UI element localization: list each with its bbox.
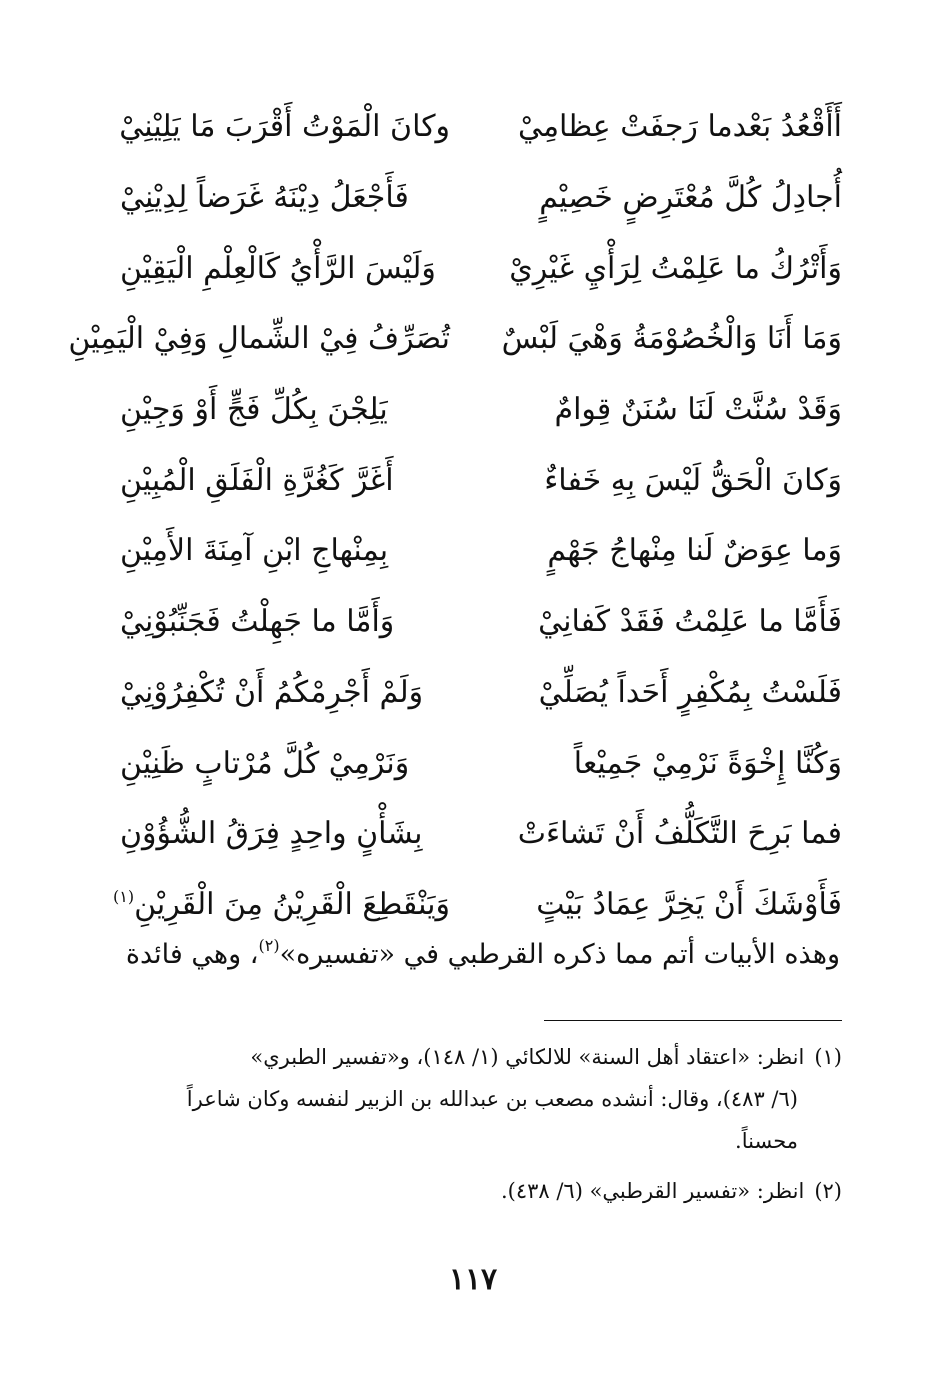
footnote-line: (٦/ ٤٨٣)، وقال: أنشده مصعب بن عبدالله بن الزبير لنفسه وكان شاعراً (186, 1087, 798, 1111)
verse-second-hemistich: بِشَأْنٍ واحِدٍ فِرَقُ الشُّؤُوْنِ (120, 816, 423, 852)
verse-first-hemistich: فما بَرِحَ التَّكَلُّفُ أَنْ تَشاءَتْ (517, 816, 842, 852)
poem-verse (120, 375, 842, 446)
footnote-reference[interactable]: (١) (112, 887, 135, 907)
poem-verse (120, 163, 842, 234)
paragraph-text-continued: ، وهي فائدة (125, 939, 259, 970)
paragraph-text: وهذه الأبيات أتم مما ذكره القرطبي في «تفسيره» (279, 939, 840, 970)
verse-first-hemistich: وَكانَ الْحَقُّ لَيْسَ بِهِ خَفاءٌ (544, 462, 842, 498)
verse-first-hemistich: أُجادِلُ كُلَّ مُعْتَرِضٍ خَصِيْمٍ (539, 180, 842, 216)
poem-verse (120, 516, 842, 587)
verse-second-hemistich: بِمِنْهاجِ ابْنِ آمِنَةَ الأَمِيْنِ (120, 533, 389, 569)
footnote (118, 1036, 842, 1162)
verse-second-hemistich: وَلَمْ أَجْرِمْكُمُ أَنْ تُكْفِرُوْنِيْ (120, 674, 424, 710)
verse-first-hemistich: فَأَمَّا ما عَلِمْتُ فَقَدْ كَفانِيْ (538, 604, 842, 640)
verse-first-hemistich: وَمَا أَنَا وَالْخُصُوْمَةُ وَهْيَ لَبْسٌ (501, 321, 842, 357)
page-number: ١١٧ (448, 1262, 498, 1297)
verse-second-hemistich-text: وَيَنْقَطِعَ الْقَرِيْنُ مِنَ الْقَرِيْنِ (134, 887, 450, 923)
body-paragraph (125, 936, 840, 972)
poem-verse (120, 445, 842, 516)
verse-second-hemistich: وَأَمَّا ما جَهِلْتُ فَجَنِّبُوْنِيْ (120, 604, 395, 640)
footnote (118, 1170, 842, 1212)
poem-verse (68, 304, 842, 375)
verse-second-hemistich: أَغَرَّ كَغُرَّةِ الْفَلَقِ الْمُبِيْنِ (120, 462, 394, 498)
footnote-separator (544, 1020, 842, 1021)
verse-second-hemistich: وَلَيْسَ الرَّأْيُ كَالْعِلْمِ الْيَقِيْنِ (120, 250, 436, 286)
verse-second-hemistich: فَأَجْعَلُ دِيْنَهُ غَرَضاً لِدِيْنِيْ (120, 180, 409, 216)
footnote-line (118, 1036, 842, 1078)
verse-first-hemistich: فَلَسْتُ بِمُكْفِرٍ أَحَداً يُصَلِّيْ (538, 674, 842, 710)
footnote-reference[interactable]: (٢) (258, 936, 280, 955)
poem-verse (120, 728, 842, 799)
verse-second-hemistich: يَلِجْنَ بِكُلِّ فَجٍّ أَوْ وَجِيْنِ (120, 392, 388, 428)
footnote-line: محسناً. (735, 1129, 798, 1153)
poem-verse (120, 587, 842, 658)
poem (68, 92, 842, 940)
verse-first-hemistich: فَأَوْشَكَ أَنْ يَخِرَّ عِمَادُ بَيْتٍ (536, 886, 842, 922)
verse-first-hemistich: وَما عِوَضٌ لَنا مِنْهاجُ جَهْمٍ (547, 533, 842, 569)
poem-verse (120, 658, 842, 729)
footnote-line (118, 1170, 842, 1212)
verse-second-hemistich (112, 887, 450, 923)
footnote-text: انظر: «تفسير القرطبي» (٦/ ٤٣٨). (500, 1179, 805, 1203)
verse-first-hemistich: وَأَتْرُكُ ما عَلِمْتُ لِرَأْيِ غَيْرِيْ (509, 250, 842, 286)
poem-verse (120, 799, 842, 870)
verse-second-hemistich: وكانَ الْمَوْتُ أَقْرَبَ مَا يَلِيْنِيْ (119, 109, 450, 145)
verse-first-hemistich: أَأَقْعُدُ بَعْدما رَجفَتْ عِظامِيْ (517, 109, 842, 145)
poem-verse (120, 233, 842, 304)
poem-verse (112, 870, 842, 941)
footnote-number: (٢) (814, 1179, 842, 1203)
verse-first-hemistich: وَقَدْ سُنَّتْ لَنَا سُنَنٌ قِوامٌ (554, 392, 842, 428)
verse-first-hemistich: وَكُنَّا إِخْوَةً نَرْمِيْ جَمِيْعاً (573, 745, 842, 781)
poem-verse (120, 92, 842, 163)
footnote-text: انظر: «اعتقاد أهل السنة» للالكائي (١/ ١٤٨)، و«تفسير الطبري» (250, 1045, 805, 1069)
footnotes (118, 1036, 842, 1212)
footnote-number: (١) (814, 1045, 842, 1069)
verse-second-hemistich: وَنَرْمِيْ كُلَّ مُرْتابٍ ظَنِيْنِ (120, 745, 410, 781)
verse-second-hemistich: تُصَرِّفُ فِيْ الشِّمالِ وَفِيْ الْيَمِيْنِ (68, 321, 450, 357)
